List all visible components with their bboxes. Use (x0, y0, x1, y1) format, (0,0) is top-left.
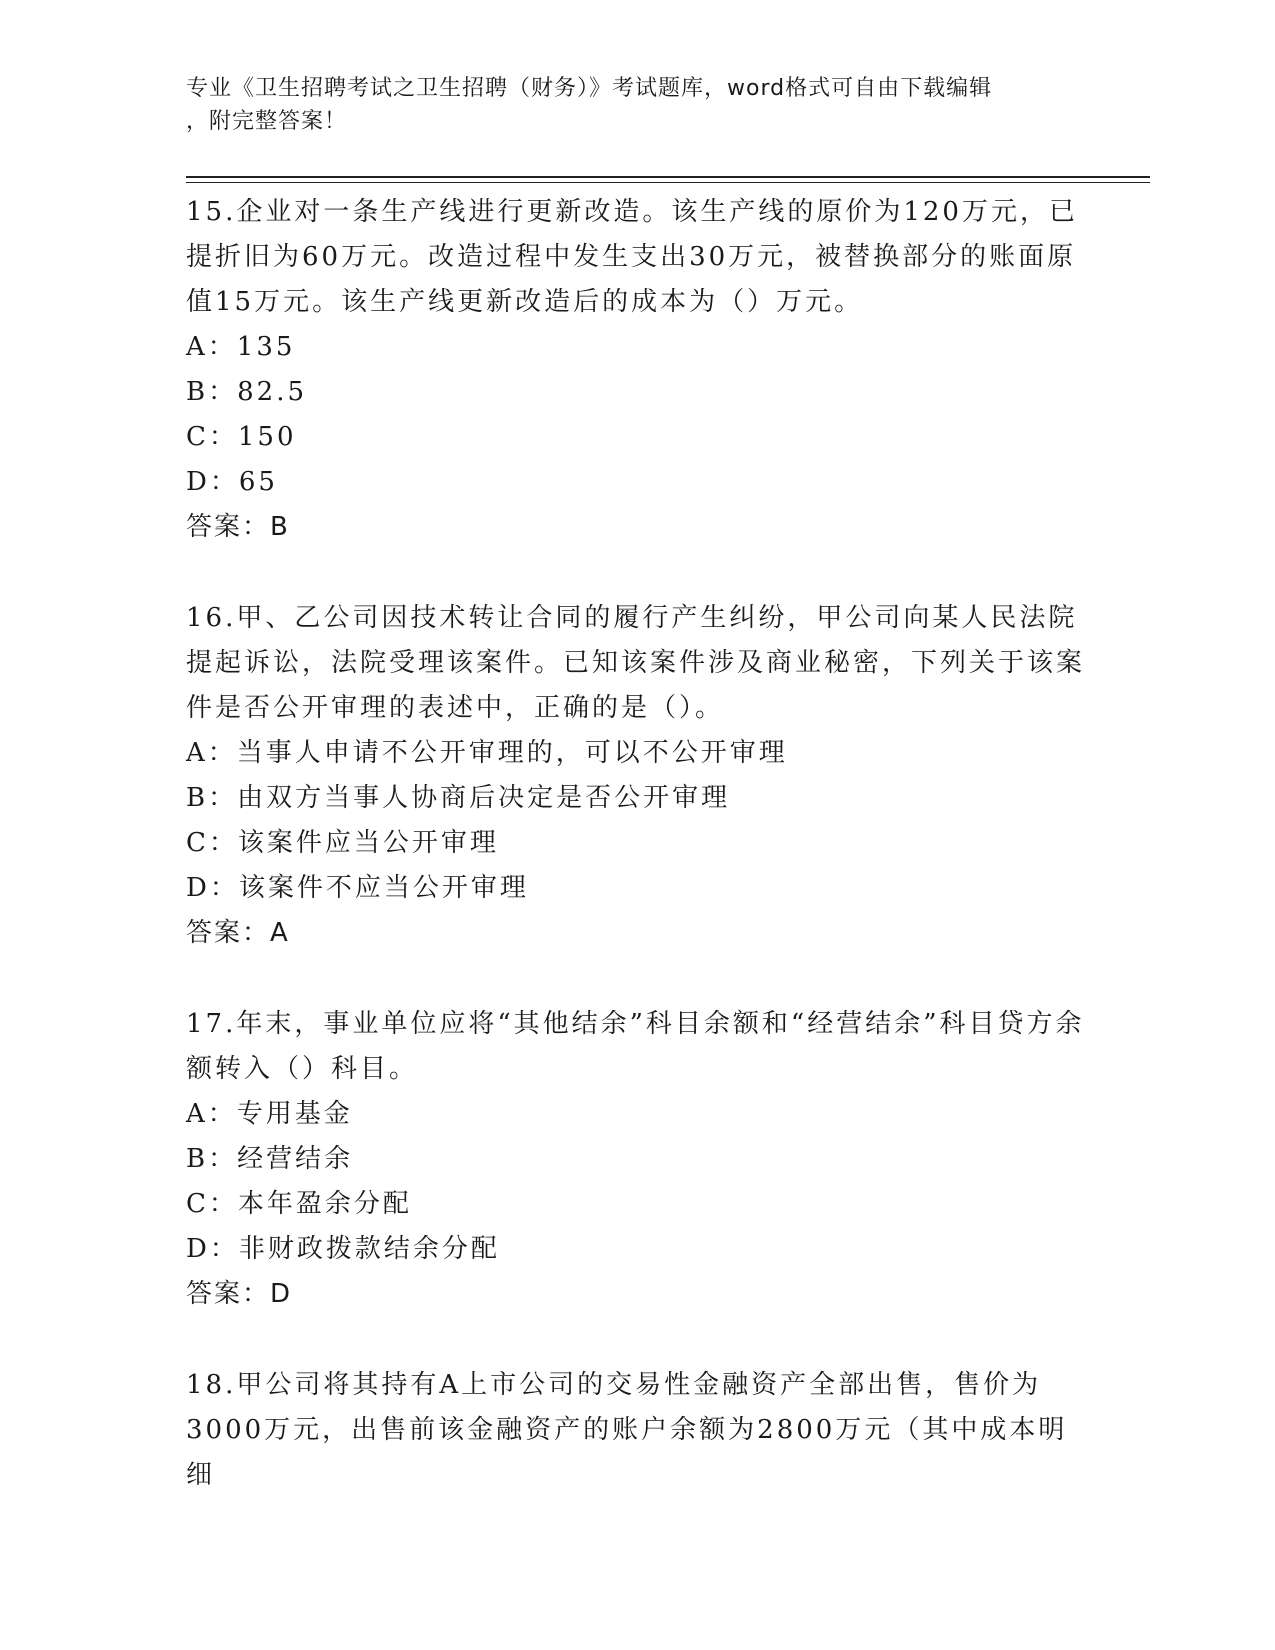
option-d: D：65 (186, 467, 278, 497)
header-title-line2: ，附完整答案！ (186, 109, 348, 134)
question-16 (186, 596, 1086, 956)
answer-line: 答案：B (186, 512, 290, 542)
option-c: C：该案件应当公开审理 (186, 828, 499, 858)
option-d: D：该案件不应当公开审理 (186, 873, 529, 903)
option-b: B：由双方当事人协商后决定是否公开审理 (186, 783, 731, 813)
question-17 (186, 1002, 1086, 1317)
question-stem: 17.年末，事业单位应将“其他结余”科目余额和“经营结余”科目贷方余额转入（）科目。 (186, 1009, 1085, 1084)
question-stem: 15.企业对一条生产线进行更新改造。该生产线的原价为120万元，已提折旧为60万元。改造过程中发生支出30万元，被替换部分的账面原值15万元。该生产线更新改造后的成本为（）万元。 (186, 197, 1078, 317)
question-list (186, 190, 1086, 1544)
header-divider-thick (186, 176, 1150, 178)
option-c: C：150 (186, 422, 297, 452)
option-b: B：82.5 (186, 377, 307, 407)
header-divider-thin (186, 182, 1150, 183)
question-stem: 18.甲公司将其持有A上市公司的交易性金融资产全部出售，售价为3000万元，出售前该金融资产的账户余额为2800万元（其中成本明细 (186, 1370, 1068, 1490)
question-stem: 16.甲、乙公司因技术转让合同的履行产生纠纷，甲公司向某人民法院提起诉讼，法院受理该案件。已知该案件涉及商业秘密，下列关于该案件是否公开审理的表述中，正确的是（）。 (186, 603, 1086, 723)
option-d: D：非财政拨款结余分配 (186, 1234, 500, 1264)
header-title-line1: 专业《卫生招聘考试之卫生招聘（财务）》考试题库，word格式可自由下载编辑 (186, 76, 993, 101)
option-a: A：当事人申请不公开审理的，可以不公开审理 (186, 738, 788, 768)
question-15 (186, 190, 1086, 550)
answer-line: 答案：D (186, 1279, 293, 1309)
option-a: A：135 (186, 332, 296, 362)
option-a: A：专用基金 (186, 1099, 353, 1129)
option-b: B：经营结余 (186, 1144, 354, 1174)
document-header (186, 72, 1056, 138)
answer-line: 答案：A (186, 918, 290, 948)
option-c: C：本年盈余分配 (186, 1189, 412, 1219)
question-18 (186, 1363, 1086, 1498)
